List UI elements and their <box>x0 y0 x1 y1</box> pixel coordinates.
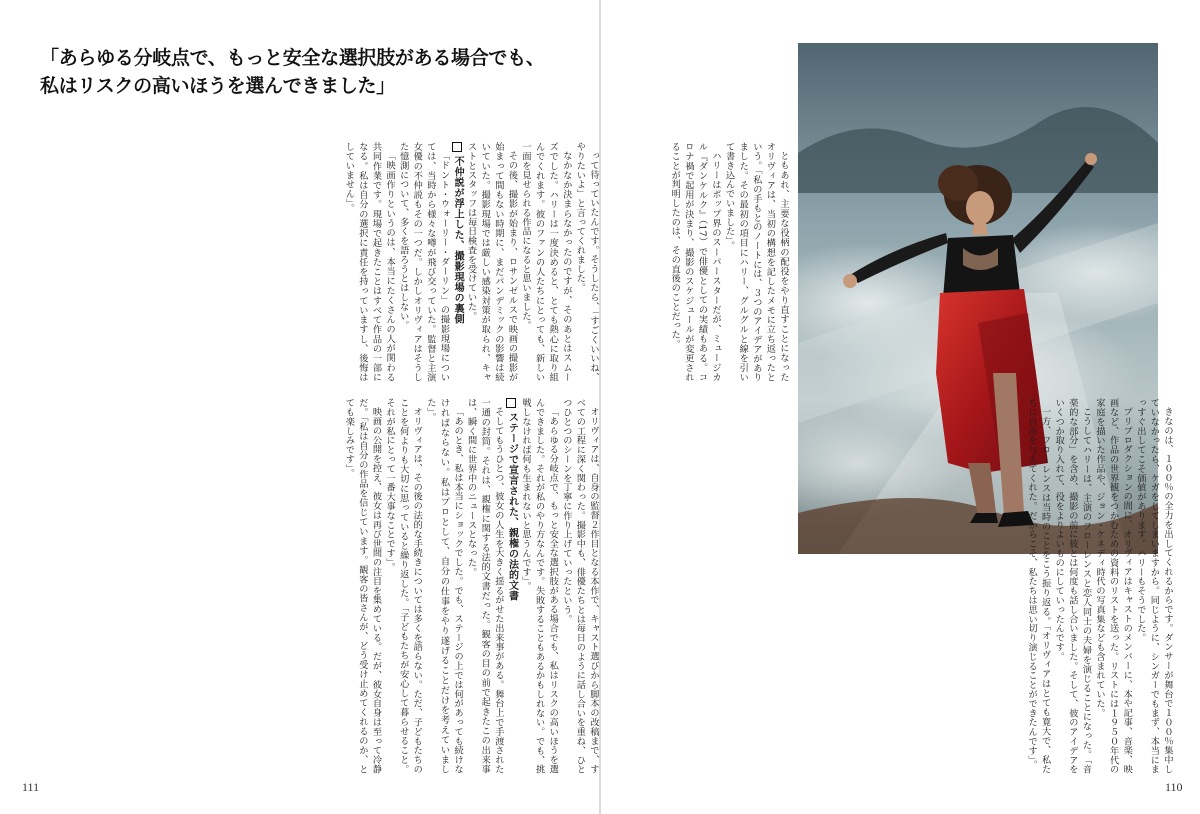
left-page-body-upper <box>40 142 600 382</box>
body-paragraph: 映画の公開を控え、彼女は再び世間の注目を集めている。だが、彼女自身は至って冷静だ。「私は自分の作品を信じています。観客の皆さんが、どう受け止めてくれるのか、とても楽しみです」。 <box>343 398 382 774</box>
right-page-body-lower <box>614 398 1174 774</box>
body-paragraph: こうしてハリーは、主演のフローレンスと恋人同士の夫婦を演じることになった。「音楽的な部分」を含め、撮影の前に彼とは何度も話し合いました。そして、彼のアイデアをいくつか取り入れて、役をよりよいものにしていったんです。 <box>1053 398 1092 774</box>
body-paragraph: その後、撮影が始まり、ロサンゼルスで映画の撮影が始まって間もない時期に、まだパンデミックの影響は続いていた。撮影現場では厳しい感染対策が取られ、キャストとスタッフは毎日検査を受けていた。 <box>465 142 518 382</box>
body-paragraph: プリプロダクションの間に、オリヴィアはキャストのメンバーに、本や記事、音楽、映画など、作品の世界観をつかむための資料のリストを送った。リストには１９５０年代の家庭を描いた作品や、ジョン・ケネディ時代の写真集なども含まれていた。 <box>1094 398 1133 774</box>
page-number-right: 110 <box>1165 780 1183 794</box>
section-subhead-legal: ステージで宣言された、親権の法的文書 <box>505 398 519 774</box>
body-paragraph: ハリーはポップ界のスーパースターだが、ミュージカル『ダンケルク』（17）で俳優としての実績もある。コロナ禍で起用が決まり、撮影のスケジュールが変更されることが判明したのは、その直後のことだった。 <box>669 142 722 382</box>
body-paragraph: オリヴィアは、その後の法的な手続きについては多くを語らない。ただ、子どもたちのことを何よりも大切に思っていると繰り返した。「子どもたちが安心して暮らせること。それが私にとって一番大事なことです」。 <box>384 398 423 774</box>
body-paragraph: 「ドント・ウォーリー・ダーリン」の撮影現場については、当時から様々な噂が飛び交っていた。監督と主演女優の不仲説もその一つだ。しかしオリヴィアはそうした憶測について、多くを語ろうとはしない。 <box>397 142 450 382</box>
body-paragraph: きなのは、１００％の全力を出してくれるからです。ダンサーが舞台で１００％集中していなかったら、ケガをしてしまいますから。同じように、シンガーでもまず、本当にまっすぐ出してこそ価値があります。ハリーもそうでした。 <box>1134 398 1173 774</box>
pull-quote <box>40 44 560 100</box>
pull-quote-line-1: 「あらゆる分岐点で、もっと安全な選択肢がある場合でも、 <box>40 47 545 69</box>
body-paragraph: そしてもうひとつ、彼女の人生を大きく揺るがせた出来事がある。舞台上で手渡された一通の封筒。それは、親権に関する法的文書だった。観客の目の前で起きたこの出来事は、瞬く間に世界中のニュースとなった。 <box>465 398 504 774</box>
body-paragraph: ともあれ、主要な役柄の配役をやり直すことになったオリヴィアは、当初の構想を記したメモに立ち返ったという。「私の手もとのノートには、３つのアイデアがありました。その最初の項目にハリー、グルグルと線を引いて書き込んでいました」。 <box>723 142 789 382</box>
body-paragraph: って待っていたんです。そうしたら、「すごくいいね、やりたいよ」と言ってくれました。 <box>574 142 599 382</box>
body-paragraph: なかなか決まらなかったのですが、そのあとはスムーズでした。ハリーは一度決めると、とても熱心に取り組んでくれます。彼のファンの人たちにとっても、新しい一面を見せられる作品になると思いました。 <box>520 142 572 382</box>
page-number-left: 111 <box>22 780 40 794</box>
body-paragraph: 一方、フローレンスは当時のことをこう振り返る。「オリヴィアはとても寛大で、私たちに自由を与えてくれた。だからこそ、私たちは思い切り演じることができたんです」。 <box>1026 398 1051 774</box>
body-paragraph: 「あらゆる分岐点で、もっと安全な選択肢がある場合でも、私はリスクの高いほうを選んできました。それが私のやり方なんです。失敗することもあるかもしれない。でも、挑戦しなければ何も生まれないと思うんです」。 <box>520 398 559 774</box>
body-paragraph: 「あのとき、私は本当にショックでした。でも、ステージの上では何があっても続けなければならない。私はプロとして、自分の仕事をやり遂げることだけを考えていました」。 <box>424 398 464 774</box>
pull-quote-line-2: 私はリスクの高いほうを選んできました」 <box>40 75 395 97</box>
left-page-body-lower <box>40 398 600 774</box>
body-paragraph: オリヴィアは、自身の監督２作目となる本作で、キャスト選びから脚本の改稿まで、すべての工程に深く関わった。撮影中も、俳優たちとは毎日のように話し合いを重ね、ひとつひとつのシーンを丁寧に作り上げていったという。 <box>560 398 599 774</box>
body-paragraph: 「映画作りというのは、本当にたくさんの人が関わる共同作業です。現場で起きたことはすべて作品の一部になる。私は自分の選択に責任を持っていますし、後悔はしていません」。 <box>343 142 396 382</box>
right-page-body-upper <box>614 142 790 382</box>
page-gutter <box>599 0 601 814</box>
section-subhead-shoot: 不仲説が浮上した、撮影現場の裏側 <box>450 142 464 382</box>
